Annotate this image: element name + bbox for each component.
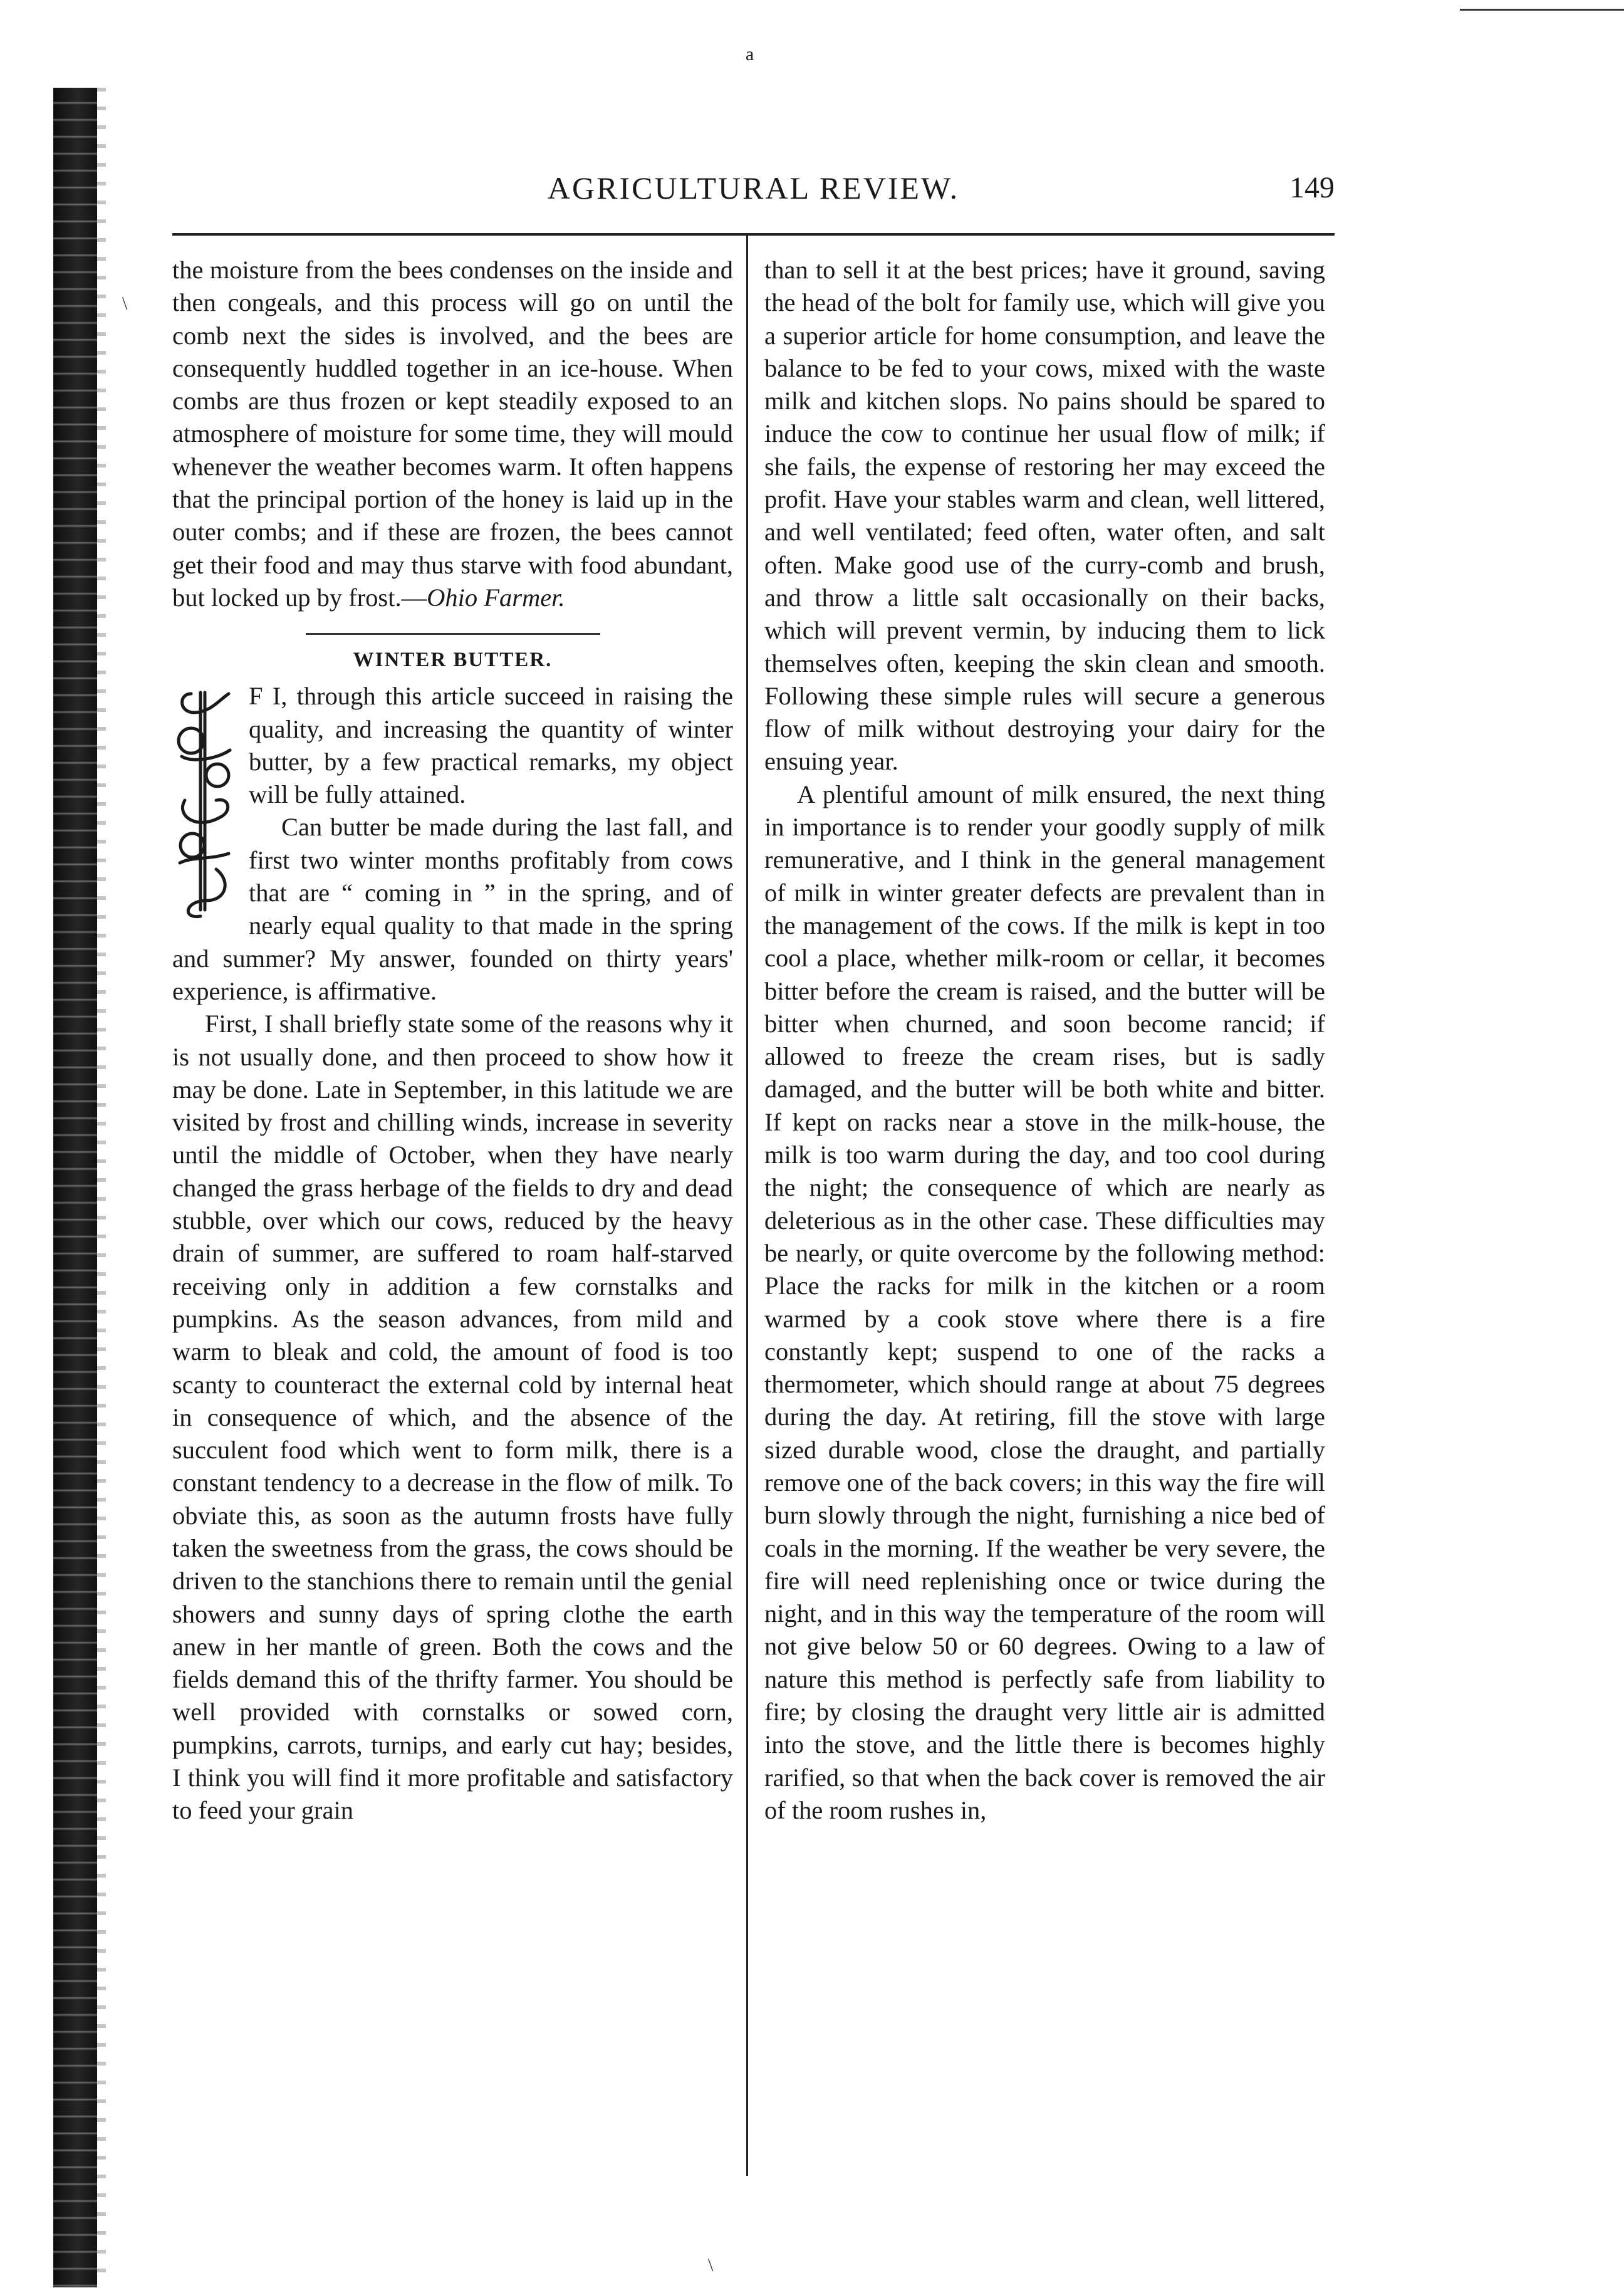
- source-attribution: Ohio Farmer.: [427, 583, 565, 612]
- decorated-initial-letter: [172, 681, 237, 922]
- book-spine-edge: [53, 88, 97, 2287]
- margin-tick: \: [122, 293, 128, 314]
- left-column: [172, 254, 733, 2171]
- bees-paragraph-text: the moisture from the bees condenses on the inside and then congeals, and this process will go on until the comb next the sides is involved, and the bees are consequently huddled together in an ice-house. When combs are thus frozen or kept steadily exposed to an atmosphere of moisture for some time, they will mould whenever the weather becomes warm. It often happens that the principal portion of the honey is laid up in the outer combs; and if these are frozen, the bees cannot get their food and may thus starve with food abundant, but locked up by frost.—: [172, 256, 733, 612]
- page-number: 149: [1289, 171, 1335, 204]
- ornamental-initial-i-icon: [172, 681, 237, 922]
- running-header: [172, 166, 1335, 210]
- right-column: [764, 254, 1325, 2171]
- intro-paragraph-text: F I, through this article succeed in raising the quality, and increasing the quantity of winter butter, by a few practical remarks, my object will be fully attained.: [249, 682, 733, 809]
- bottom-tick: \: [708, 2255, 714, 2275]
- feeding-paragraph: than to sell it at the best prices; have it ground, saving the head of the bolt for family use, which will give you a superior article for home consumption, and leave the balance to be fed to your cows, mixed with the waste milk and kitchen slops. No pains should be spared to induce the cow to continue her usual flow of milk; if she fails, the expense of restoring her may exceed the profit. Have your stables warm and clean, well littered, and well ventilated; feed often, water often, and salt often. Make good use of the curry-comb and brush, and throw a little salt occasionally on their backs, which will prevent vermin, by inducing them to lick themselves often, keeping the skin clean and smooth. Following these simple rules will secure a generous flow of milk without destroying your dairy for the ensuing year.: [764, 256, 1325, 776]
- section-rule: [306, 633, 600, 635]
- header-rule: [172, 233, 1335, 236]
- top-margin-mark: a: [746, 44, 754, 65]
- intro-paragraph: [172, 680, 733, 811]
- milk-management-paragraph: A plentiful amount of milk ensured, the next thing in importance is to render your goodly supply of milk remunerative, and I think in the general management of milk in winter greater defects are prevalent than in the management of the cows. If the milk is kept in too cool a place, whether milk-room or cellar, it becomes bitter before the cream is raised, and the butter will be bitter when churned, and soon become rancid; if allowed to freeze the cream rises, but is sadly damaged, and the butter will be both white and bitter. If kept on racks near a stove in the milk-house, the milk is too warm during the day, and too cool during the night; the consequence of which are nearly as deleterious as in the other case. These difficulties may be nearly, or quite overcome by the following method: Place the racks for milk in the kitchen or a room warmed by a cook stove where there is a fire constantly kept; suspend to one of the racks a thermometer, which should range at about 75 degrees during the day. At retiring, fill the stove with large sized durable wood, close the draught, and partially remove one of the back covers; in this way the fire will burn slowly through the night, furnishing a nice bed of coals in the morning. If the weather be very severe, the fire will need replenishing once or twice during the night, and in this way the temperature of the room will not give below 50 or 60 degrees. Owing to a law of nature this method is perfectly safe from liability to fire; by closing the draught very little air is admitted into the stove, and the little there is becomes highly rarified, so that when the back cover is removed the air of the room rushes in,: [764, 780, 1325, 1824]
- question-paragraph: Can butter be made during the last fall, and first two winter months profitably from cows that are “ coming in ” in the spring, and of nearly equal quality to that made in the spring and summer? My answer, founded on thirty years' experience, is affirmative.: [172, 813, 733, 1005]
- reasons-paragraph: First, I shall briefly state some of the reasons why it is not usually done, and then proceed to show how it may be done. Late in September, in this latitude we are visited by frost and chilling winds, increase in severity until the middle of October, when they have nearly changed the grass herbage of the fields to dry and dead stubble, over which our cows, reduced by the heavy drain of summer, are suffered to roam half-starved receiving only in addition a few cornstalks and pumpkins. As the season advances, from mild and warm to bleak and cold, the amount of food is too scanty to counteract the external cold by internal heat in consequence of which, and the absence of the succulent food which went to form milk, there is a constant tendency to a decrease in the flow of milk. To obviate this, as soon as the autumn frosts have fully taken the sweetness from the grass, the cows should be driven to the stanchions there to remain until the genial showers and sunny days of spring clothe the earth anew in her mantle of green. Both the cows and the fields demand this of the thrifty farmer. You should be well provided with cornstalks or sowed corn, pumpkins, carrots, turnips, and early cut hay; besides, I think you will find it more profitable and satisfactory to feed your grain: [172, 1010, 733, 1825]
- top-edge-rule: [1460, 9, 1624, 11]
- bees-paragraph: [172, 254, 733, 614]
- running-title: AGRICULTURAL REVIEW.: [547, 170, 960, 206]
- section-title: WINTER BUTTER.: [353, 649, 553, 672]
- column-divider: [746, 233, 748, 2176]
